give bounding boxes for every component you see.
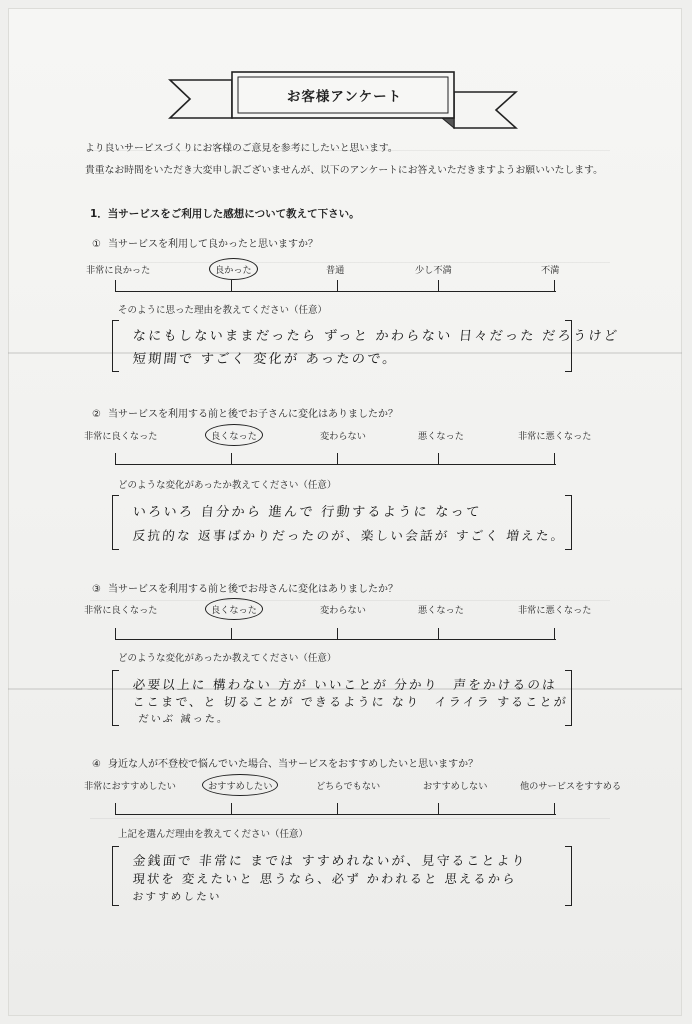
question-text: 当サービスを利用して良かったと思いますか？	[107, 239, 318, 250]
q4-answer-line-1: 金銭面で 非常に までは すすめれないが、見守ることより	[132, 854, 528, 869]
q3-rating-scale	[115, 628, 556, 640]
q2-change-prompt: どのような変化があったか教えてください（任意）	[118, 480, 337, 491]
q1-option-1[interactable]: 非常に良かった	[86, 265, 151, 276]
q4-option-1[interactable]: 非常におすすめしたい	[84, 781, 176, 792]
q2-option-1[interactable]: 非常に良くなった	[84, 431, 158, 442]
q3-option-2-selected[interactable]: 良くなった	[211, 602, 257, 616]
q1-rating-scale	[115, 280, 556, 292]
q2-rating-scale	[115, 453, 556, 465]
q2-answer-line-1: いろいろ 自分から 進んで 行動するように なって	[132, 505, 483, 520]
q3-answer-line-3: だいぶ 減った。	[138, 714, 230, 725]
show-through-line	[90, 262, 610, 263]
question-number: ①	[92, 239, 101, 250]
question-number: ②	[92, 409, 101, 420]
q2-option-3[interactable]: 変わらない	[320, 431, 366, 442]
q4-rating-scale	[115, 803, 556, 815]
question-text: 当サービスを利用する前と後でお母さんに変化はありましたか？	[107, 584, 398, 595]
question-3	[92, 580, 398, 595]
question-number: ④	[92, 759, 101, 770]
question-number: ③	[92, 584, 101, 595]
q3-change-prompt: どのような変化があったか教えてください（任意）	[118, 653, 337, 664]
q3-answer-line-2: ここまで、と 切ることが できるように なり イライラ することが	[132, 695, 569, 709]
q4-answer-box	[112, 846, 572, 906]
q1-option-5[interactable]: 不満	[541, 265, 560, 276]
question-text: 当サービスを利用する前と後でお子さんに変化はありましたか？	[107, 409, 398, 420]
q1-answer-line-2: 短期間で すごく 変化が あったので。	[132, 352, 399, 367]
show-through-line	[90, 818, 610, 819]
q1-option-2-selected[interactable]: 良かった	[215, 262, 252, 276]
q3-option-1[interactable]: 非常に良くなった	[84, 605, 158, 616]
q3-option-5[interactable]: 非常に悪くなった	[518, 605, 592, 616]
q3-answer-box	[112, 670, 572, 726]
survey-title: お客様アンケート	[286, 89, 403, 105]
q4-option-2-selected[interactable]: おすすめしたい	[208, 778, 272, 792]
q3-answer-line-1: 必要以上に 構わない 方が いいことが 分かり 声をかけるのは	[132, 677, 558, 692]
q2-option-5[interactable]: 非常に悪くなった	[518, 431, 592, 442]
q4-option-5[interactable]: 他のサービスをすすめる	[520, 781, 622, 792]
q1-answer-line-1: なにもしないままだったら ずっと かわらない 日々だった だろうけど	[132, 329, 620, 344]
question-4	[92, 755, 478, 770]
q3-option-3[interactable]: 変わらない	[320, 605, 366, 616]
q1-answer-box	[112, 320, 620, 372]
q2-option-2-selected[interactable]: 良くなった	[211, 428, 257, 442]
q2-option-4[interactable]: 悪くなった	[418, 431, 464, 442]
intro-line-1: より良いサービスづくりにお客様のご意見を参考にしたいと思います。	[85, 143, 398, 154]
q4-answer-line-3: おすすめしたい	[132, 891, 223, 903]
question-text: 身近な人が不登校で悩んでいた場合、当サービスをおすすめしたいと思いますか？	[107, 759, 479, 770]
question-1	[92, 235, 318, 250]
q2-answer-box	[112, 495, 572, 550]
q4-answer-line-2: 現状を 変えたいと 思うなら、必ず かわれると 思えるから	[132, 872, 518, 886]
q1-option-3[interactable]: 普通	[326, 265, 345, 276]
q4-option-4[interactable]: おすすめしない	[423, 781, 488, 792]
question-2	[92, 405, 398, 420]
show-through-line	[90, 600, 610, 601]
q1-option-4[interactable]: 少し不満	[415, 265, 452, 276]
q4-option-3[interactable]: どちらでもない	[316, 781, 381, 792]
q4-reason-prompt: 上記を選んだ理由を教えてください（任意）	[118, 829, 309, 840]
q1-reason-prompt: そのように思った理由を教えてください（任意）	[118, 305, 328, 316]
q3-option-4[interactable]: 悪くなった	[418, 605, 464, 616]
intro-line-2: 貴重なお時間をいただき大変申し訳ございませんが、以下のアンケートにお答えいただきますようお願いいたします。	[85, 165, 603, 176]
section-1-title: 1．当サービスをご利用した感想について教えて下さい。	[90, 208, 360, 220]
q2-answer-line-2: 反抗的な 返事ばかりだったのが、楽しい会話が すごく 増えた。	[132, 528, 567, 543]
